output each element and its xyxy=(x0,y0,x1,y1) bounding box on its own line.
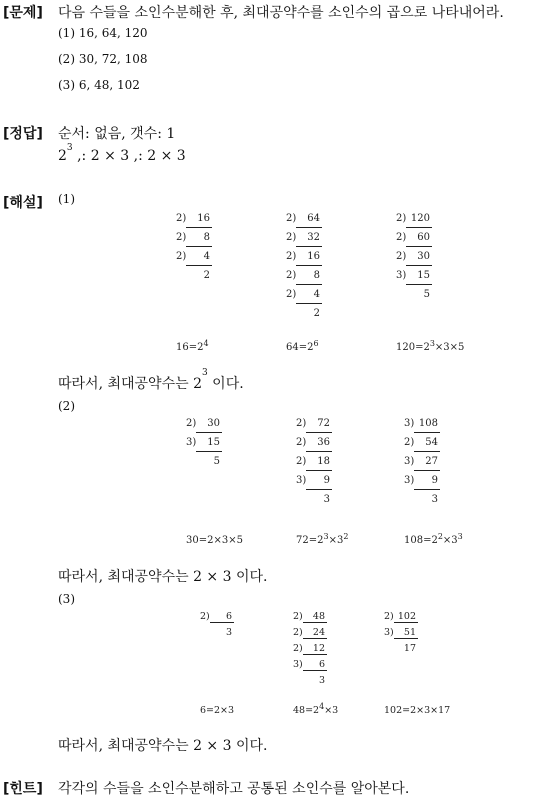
divisor: 2) xyxy=(186,418,197,429)
division-bar xyxy=(296,303,322,304)
division-bar xyxy=(303,654,327,655)
division-bar xyxy=(406,284,432,285)
dividend: 4 xyxy=(203,251,210,262)
dividend: 15 xyxy=(417,270,430,281)
part2-result-3: $108=2^2\times 3^3$ xyxy=(404,532,463,546)
dividend: 6 xyxy=(318,659,325,670)
dividend: 72 xyxy=(317,418,330,429)
division-bar xyxy=(414,489,440,490)
dividend: 108 xyxy=(418,418,438,429)
quotient: 17 xyxy=(403,643,416,654)
division-bar xyxy=(303,638,327,639)
division-bar xyxy=(406,265,432,266)
divisor: 2) xyxy=(176,232,187,243)
dividend: 8 xyxy=(313,270,320,281)
dividend: 15 xyxy=(207,437,220,448)
dividend: 102 xyxy=(397,611,416,622)
dividend: 32 xyxy=(307,232,320,243)
part3-result-2: $48=2^4\times 3$ xyxy=(293,702,339,716)
answer-line-2: $2^3$ ,: 2 × 3 ,: 2 × 3 xyxy=(58,143,186,164)
divisor: 2) xyxy=(200,611,210,622)
divisor: 2) xyxy=(293,611,303,622)
quotient: 3 xyxy=(318,675,325,686)
problem-item-3: (3) 6, 48, 102 xyxy=(58,78,140,92)
part2-label: (2) xyxy=(58,399,75,413)
divisor: 2) xyxy=(286,232,297,243)
divisor: 2) xyxy=(286,289,297,300)
division-bar xyxy=(296,246,322,247)
division-bar xyxy=(394,622,418,623)
divisor: 2) xyxy=(396,232,407,243)
dividend: 48 xyxy=(312,611,325,622)
division-bar xyxy=(414,470,440,471)
dividend: 64 xyxy=(307,213,320,224)
quotient: 5 xyxy=(213,456,220,467)
quotient: 3 xyxy=(323,494,330,505)
answer-tag: [정답] xyxy=(3,126,43,142)
divisor: 2) xyxy=(296,456,307,467)
divisor: 2) xyxy=(396,251,407,262)
dividend: 30 xyxy=(417,251,430,262)
divisor: 3) xyxy=(404,475,415,486)
divisor: 2) xyxy=(296,437,307,448)
division-bar xyxy=(414,432,440,433)
divisor: 2) xyxy=(293,643,303,654)
divisor: 2) xyxy=(396,213,407,224)
part3-label: (3) xyxy=(58,592,75,606)
dividend: 16 xyxy=(307,251,320,262)
problem-item-1: (1) 16, 64, 120 xyxy=(58,26,148,40)
divisor: 3) xyxy=(186,437,197,448)
dividend: 30 xyxy=(207,418,220,429)
divisor: 2) xyxy=(176,213,187,224)
division-bar xyxy=(306,470,332,471)
dividend: 9 xyxy=(323,475,330,486)
part3-result-1: 6=2×3 xyxy=(200,705,235,716)
divisor: 3) xyxy=(293,659,303,670)
part1-result-3: $120=2^3\times 3\times 5$ xyxy=(396,339,465,353)
dividend: 16 xyxy=(197,213,210,224)
division-bar xyxy=(406,227,432,228)
divisor: 3) xyxy=(404,456,415,467)
quotient: 2 xyxy=(203,270,210,281)
dividend: 120 xyxy=(410,213,430,224)
quotient: 5 xyxy=(423,289,430,300)
divisor: 2) xyxy=(286,213,297,224)
division-bar xyxy=(406,246,432,247)
dividend: 6 xyxy=(225,611,232,622)
division-bar xyxy=(306,432,332,433)
division-bar xyxy=(296,265,322,266)
hint-tag: [힌트] xyxy=(3,781,43,797)
dividend: 54 xyxy=(425,437,438,448)
division-bar xyxy=(186,246,212,247)
dividend: 24 xyxy=(312,627,325,638)
part3-conclusion: 따라서, 최대공약수는 2 × 3 이다. xyxy=(58,738,268,754)
part1-conclusion: 따라서, 최대공약수는 $2^3$ 이다. xyxy=(58,368,244,392)
quotient: 3 xyxy=(431,494,438,505)
divisor: 3) xyxy=(296,475,307,486)
divisor: 2) xyxy=(286,251,297,262)
dividend: 12 xyxy=(312,643,325,654)
part2-result-1: 30=2×3×5 xyxy=(186,535,243,546)
part1-label: (1) xyxy=(58,192,75,206)
divisor: 2) xyxy=(404,437,415,448)
dividend: 36 xyxy=(317,437,330,448)
dividend: 9 xyxy=(431,475,438,486)
division-bar xyxy=(414,451,440,452)
division-bar xyxy=(303,670,327,671)
division-bar xyxy=(210,622,234,623)
part3-result-3: 102=2×3×17 xyxy=(384,705,451,716)
problem-text: 다음 수들을 소인수분해한 후, 최대공약수를 소인수의 곱으로 나타내어라. xyxy=(58,5,504,21)
problem-item-2: (2) 30, 72, 108 xyxy=(58,52,148,66)
division-bar xyxy=(306,489,332,490)
divisor: 2) xyxy=(296,418,307,429)
divisor: 3) xyxy=(384,627,394,638)
dividend: 27 xyxy=(425,456,438,467)
divisor: 3) xyxy=(396,270,407,281)
division-bar xyxy=(394,638,418,639)
division-bar xyxy=(296,227,322,228)
dividend: 18 xyxy=(317,456,330,467)
problem-tag: [문제] xyxy=(3,5,43,21)
division-bar xyxy=(186,265,212,266)
quotient: 2 xyxy=(313,308,320,319)
hint-text: 각각의 수들을 소인수분해하고 공통된 소인수를 알아본다. xyxy=(58,781,410,797)
dividend: 4 xyxy=(313,289,320,300)
division-bar xyxy=(303,622,327,623)
part1-result-1: $16=2^4$ xyxy=(176,339,209,353)
explanation-tag: [해설] xyxy=(3,195,43,211)
divisor: 2) xyxy=(286,270,297,281)
divisor: 3) xyxy=(404,418,415,429)
part2-result-2: $72=2^3\times 3^2$ xyxy=(296,532,349,546)
dividend: 8 xyxy=(203,232,210,243)
divisor: 2) xyxy=(293,627,303,638)
division-bar xyxy=(186,227,212,228)
dividend: 60 xyxy=(417,232,430,243)
divisor: 2) xyxy=(176,251,187,262)
division-bar xyxy=(296,284,322,285)
answer-line-1: 순서: 없음, 갯수: 1 xyxy=(58,126,176,142)
division-bar xyxy=(196,451,222,452)
dividend: 51 xyxy=(403,627,416,638)
quotient: 3 xyxy=(225,627,232,638)
division-bar xyxy=(306,451,332,452)
divisor: 2) xyxy=(384,611,394,622)
division-bar xyxy=(196,432,222,433)
part2-conclusion: 따라서, 최대공약수는 2 × 3 이다. xyxy=(58,569,268,585)
part1-result-2: $64=2^6$ xyxy=(286,339,319,353)
